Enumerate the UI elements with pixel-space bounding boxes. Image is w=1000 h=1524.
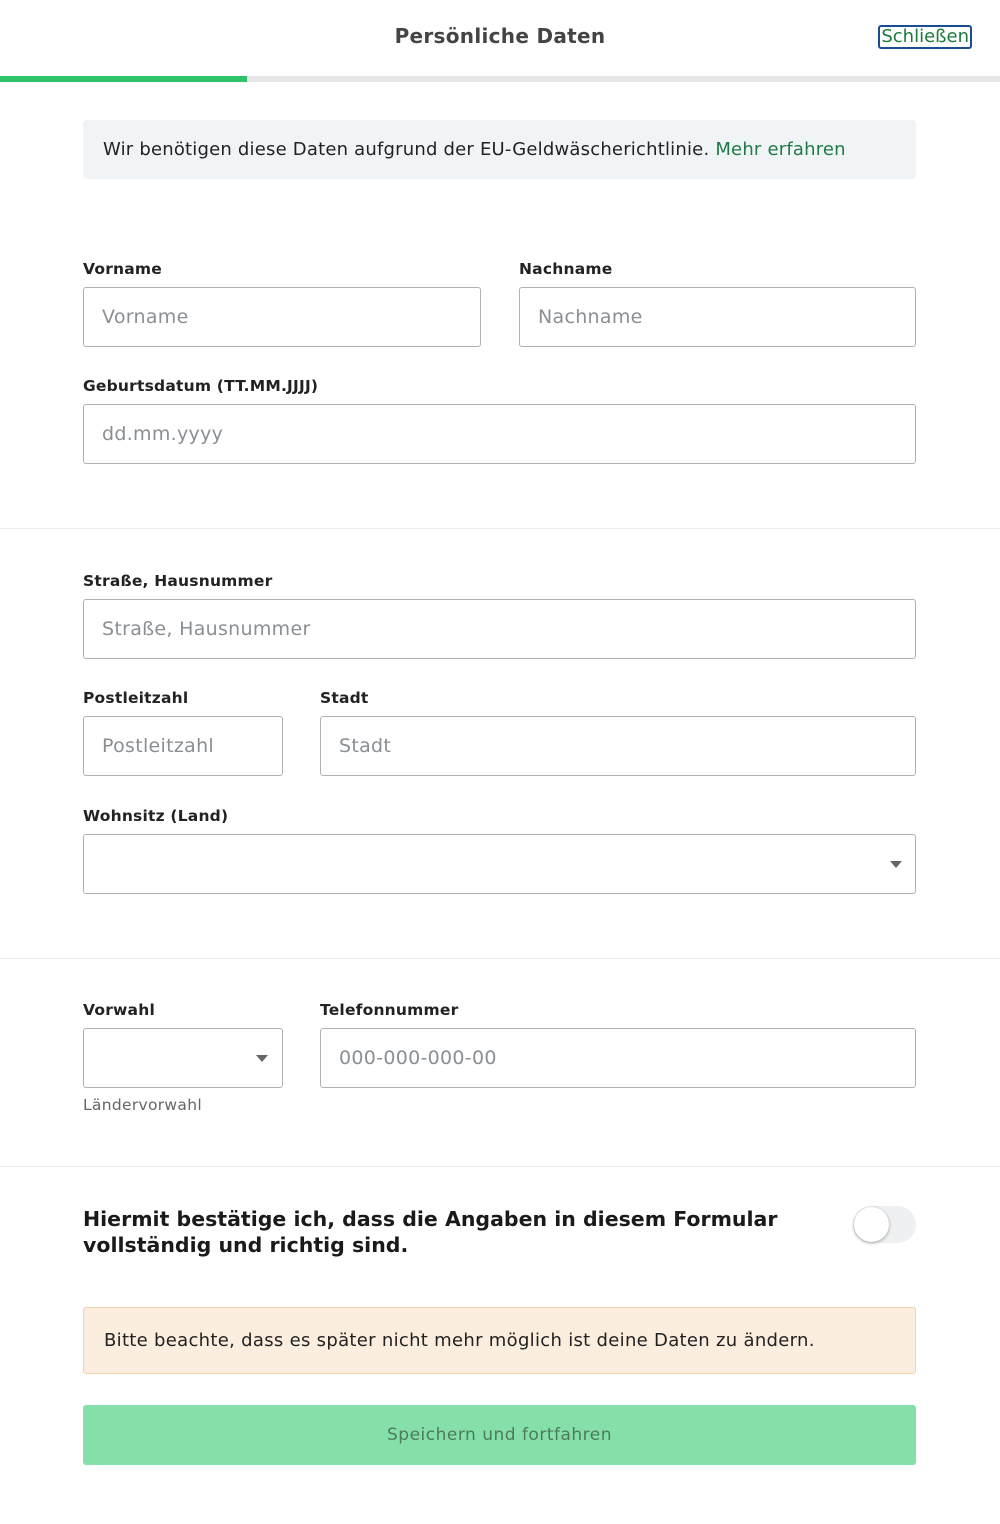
postal-code-label: Postleitzahl (83, 689, 189, 707)
street-input[interactable] (83, 599, 916, 659)
last-name-label: Nachname (519, 260, 613, 278)
prefix-hint: Ländervorwahl (83, 1096, 202, 1114)
prefix-select[interactable] (83, 1028, 283, 1088)
section-divider (0, 1166, 1000, 1167)
street-label: Straße, Hausnummer (83, 572, 273, 590)
warning-banner (83, 1307, 916, 1374)
city-label: Stadt (320, 689, 369, 707)
last-name-input[interactable] (519, 287, 916, 347)
first-name-label: Vorname (83, 260, 162, 278)
close-button[interactable]: Schließen (878, 25, 972, 49)
progress-bar (0, 76, 1000, 82)
info-text: Wir benötigen diese Daten aufgrund der EU-Geldwäscherichtlinie. (103, 139, 710, 160)
birthdate-label: Geburtsdatum (TT.MM.JJJJ) (83, 377, 319, 395)
page-title: Persönliche Daten (394, 24, 606, 48)
country-select[interactable] (83, 834, 916, 894)
chevron-down-icon (256, 1055, 268, 1062)
phone-number-input[interactable] (320, 1028, 916, 1088)
save-continue-button[interactable]: Speichern und fortfahren (83, 1405, 916, 1465)
country-label: Wohnsitz (Land) (83, 807, 229, 825)
phone-number-label: Telefonnummer (320, 1001, 459, 1019)
first-name-input[interactable] (83, 287, 481, 347)
warning-text: Bitte beachte, dass es später nicht mehr möglich ist deine Daten zu ändern. (104, 1330, 815, 1351)
confirmation-toggle[interactable] (853, 1206, 916, 1243)
chevron-down-icon (890, 861, 902, 868)
toggle-knob (854, 1207, 889, 1242)
section-divider (0, 958, 1000, 959)
birthdate-input[interactable] (83, 404, 916, 464)
progress-bar-fill (0, 76, 247, 82)
city-input[interactable] (320, 716, 916, 776)
postal-code-input[interactable] (83, 716, 283, 776)
prefix-label: Vorwahl (83, 1001, 155, 1019)
header (0, 0, 1000, 76)
section-divider (0, 528, 1000, 529)
learn-more-link[interactable]: Mehr erfahren (715, 139, 846, 160)
confirmation-text: Hiermit bestätige ich, dass die Angaben in diesem Formular vollständig und richtig sind. (83, 1207, 778, 1257)
info-banner (83, 120, 916, 179)
